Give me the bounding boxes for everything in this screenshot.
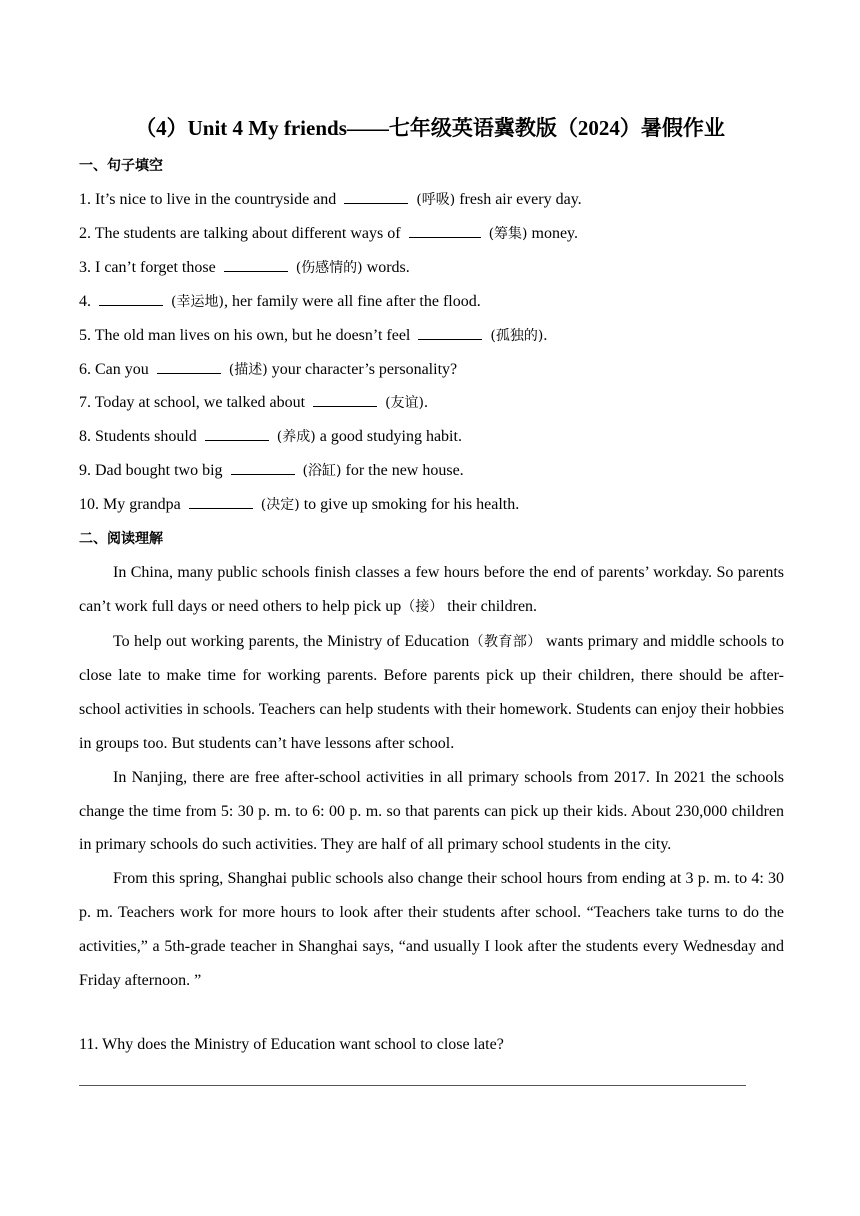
passage-paragraph-4: From this spring, Shanghai public schools also change their school hours from ending at 3 p. m. to 4: 30 p. m. Teachers work for more hours to look after their students after school. “Teachers take turns to do the activities,” a 5th-grade teacher in Shanghai says, “and usually I look after the students every Wednesday and Friday afternoon. ” (79, 870, 784, 989)
question-number: 3. (79, 259, 91, 276)
question-text: . (543, 327, 548, 344)
answer-blank[interactable] (99, 291, 163, 306)
question-text: Can you (95, 361, 149, 378)
question-text: I can’t forget those (95, 259, 216, 276)
question-5 (79, 324, 547, 348)
question-text: Students should (95, 428, 197, 445)
answer-blank[interactable] (418, 325, 482, 340)
question-text: a good studying habit. (319, 428, 462, 445)
answer-blank[interactable] (313, 392, 377, 407)
question-text: The students are talking about different ways of (94, 225, 401, 242)
question-number: 9. (79, 462, 91, 479)
section-heading-sentence-fill: 一、句子填空 (79, 158, 163, 174)
question-10 (79, 493, 519, 517)
answer-blank[interactable] (157, 359, 221, 374)
page-title: （4）Unit 4 My friends——七年级英语冀教版（2024）暑假作业 (135, 116, 725, 140)
chinese-hint: (浴缸) (302, 463, 342, 479)
answer-blank[interactable] (189, 494, 253, 509)
chinese-hint: (孤独的) (490, 328, 544, 344)
question-text: to give up smoking for his health. (303, 496, 520, 513)
question-text: My grandpa (103, 496, 181, 513)
question-number: 1. (79, 191, 91, 208)
passage-paragraph-1: In China, many public schools finish classes a few hours before the end of parents’ workday. So parents can’t work full days or need others to help pick up（接） their children. (79, 564, 784, 615)
answer-line[interactable] (79, 1085, 746, 1086)
question-text: words. (366, 259, 410, 276)
question-number: 7. (79, 394, 91, 411)
reading-passage (79, 556, 784, 997)
question-6 (79, 358, 457, 382)
passage-paragraph-3: In Nanjing, there are free after-school activities in all primary schools from 2017. In 2021 the schools change the time from 5: 30 p. m. to 6: 00 p. m. so that parents can pick up their kids. About 230,000 children in primary schools do such activities. They are half of all primary school students in the city. (79, 768, 784, 854)
question-text: your character’s personality? (271, 361, 458, 378)
question-text: Today at school, we talked about (94, 394, 306, 411)
question-11: 11. Why does the Ministry of Education want school to close late? (79, 1036, 504, 1053)
question-text: It’s nice to live in the countryside and (95, 191, 337, 208)
chinese-hint: (伤感情的) (295, 260, 363, 276)
answer-blank[interactable] (231, 460, 295, 475)
question-8 (79, 425, 462, 449)
question-9 (79, 459, 464, 483)
question-text: , her family were all fine after the flood. (223, 293, 481, 310)
question-2 (79, 222, 578, 246)
question-number: 6. (79, 361, 91, 378)
section-heading-reading: 二、阅读理解 (79, 531, 163, 547)
answer-blank[interactable] (224, 257, 288, 272)
passage-paragraph-2: To help out working parents, the Ministry of Education（教育部） wants primary and middle schools to close late to make time for working parents. Before parents pick up their children, there should be after-school activities in schools. Teachers can help students with their homework. Students can enjoy their hobbies in groups too. But students can’t have lessons after school. (79, 632, 784, 752)
chinese-hint: (描述) (228, 362, 268, 378)
question-number: 2. (79, 225, 91, 242)
question-text: fresh air every day. (459, 191, 582, 208)
question-text: . (424, 394, 429, 411)
question-text: The old man lives on his own, but he doesn’t feel (94, 327, 411, 344)
chinese-hint: (筹集) (488, 226, 528, 242)
question-number: 10. (79, 496, 99, 513)
answer-blank[interactable] (205, 426, 269, 441)
question-number: 4. (79, 293, 91, 310)
chinese-hint: (友谊) (385, 395, 425, 411)
chinese-hint: (呼吸) (416, 192, 456, 208)
question-3 (79, 256, 410, 280)
question-text: for the new house. (345, 462, 464, 479)
question-4 (79, 290, 481, 314)
chinese-hint: (幸运地) (171, 294, 224, 310)
question-text: Dad bought two big (95, 462, 223, 479)
question-number: 5. (79, 327, 91, 344)
answer-blank[interactable] (344, 189, 408, 204)
question-number: 8. (79, 428, 91, 445)
question-1 (79, 188, 582, 212)
answer-blank[interactable] (409, 223, 481, 238)
question-text: money. (531, 225, 579, 242)
question-7 (79, 391, 428, 415)
chinese-hint: (养成) (276, 429, 316, 445)
chinese-hint: (决定) (260, 497, 300, 513)
